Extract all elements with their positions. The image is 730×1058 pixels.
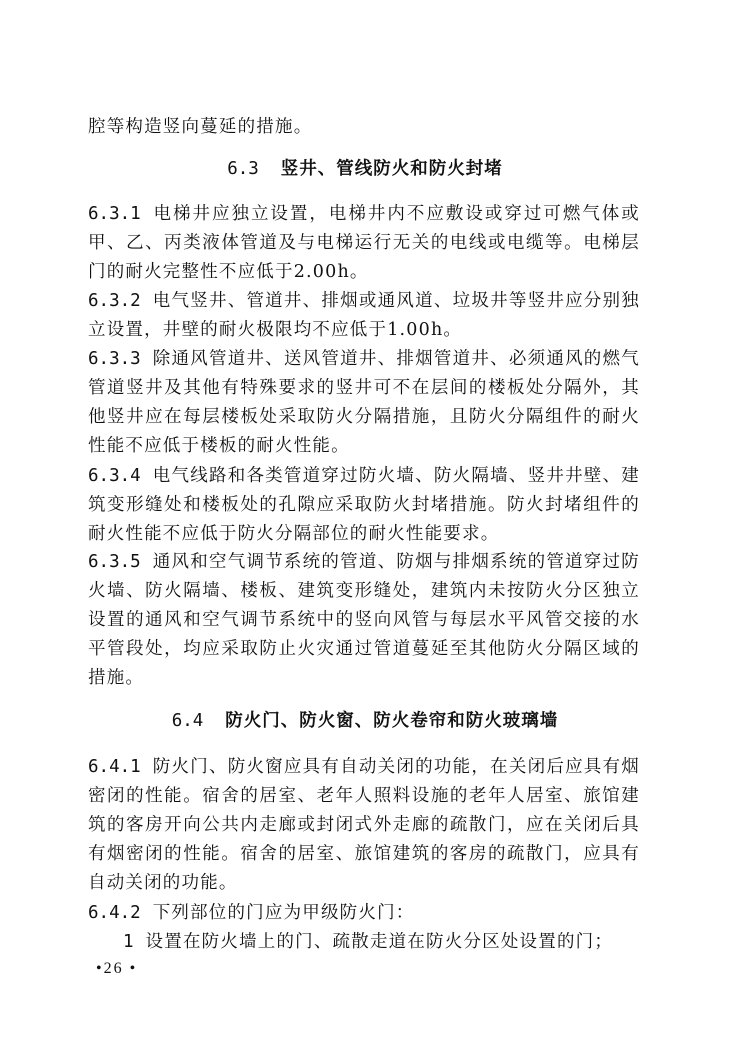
section-title: 防火门、防火窗、防火卷帘和防火玻璃墙 <box>225 711 559 731</box>
section-heading-6-3 <box>0 155 730 184</box>
item-number: 1 <box>123 932 134 952</box>
section-number: 6.4 <box>171 711 204 731</box>
clause-number: 6.3.5 <box>88 552 141 572</box>
clause-6-3-2 <box>88 287 640 345</box>
page-number: •26 • <box>96 960 138 977</box>
clause-6-4-1 <box>88 753 640 898</box>
clause-number: 6.4.2 <box>88 903 141 923</box>
clause-6-3-4 <box>88 462 640 549</box>
continuation-text: 腔等构造竖向蔓延的措施。 <box>88 117 313 137</box>
section-title: 竖井、管线防火和防火封堵 <box>280 159 503 179</box>
clause-6-3-5 <box>88 548 640 693</box>
item-text: 设置在防火墙上的门、疏散走道在防火分区处设置的门； <box>145 932 614 952</box>
clause-text: 下列部位的门应为甲级防火门： <box>152 903 415 923</box>
clause-number: 6.3.1 <box>88 204 141 224</box>
clause-number: 6.3.3 <box>88 349 141 369</box>
clause-6-3-3 <box>88 345 640 461</box>
section-heading-6-4 <box>0 707 730 736</box>
clause-text: 防火门、防火窗应具有自动关闭的功能，在关闭后应具有烟密闭的性能。宿舍的居室、老年人照料设施的老年人居室、旅馆建筑的客房开向公共内走廊或封闭式外走廊的疏散门，应在关闭后具有烟密闭的性能。宿舍的居室、旅馆建筑的客房的疏散门，应具有自动关闭的功能。 <box>88 757 640 893</box>
clause-text: 电气竖井、管道井、排烟或通风道、垃圾井等竖井应分别独立设置，井壁的耐火极限均不应低于1.00h。 <box>88 291 640 340</box>
clause-number: 6.4.1 <box>88 757 141 777</box>
section-number: 6.3 <box>227 159 259 179</box>
clause-text: 除通风管道井、送风管道井、排烟管道井、必须通风的燃气管道竖井及其他有特殊要求的竖井可不在层间的楼板处分隔外，其他竖井应在每层楼板处采取防火分隔措施，且防火分隔组件的耐火性能不应低于楼板的耐火性能。 <box>88 349 640 456</box>
clause-text: 电气线路和各类管道穿过防火墙、防火隔墙、竖井井壁、建筑变形缝处和楼板处的孔隙应采取防火封堵措施。防火封堵组件的耐火性能不应低于防火分隔部位的耐火性能要求。 <box>88 466 640 544</box>
clause-number: 6.3.4 <box>88 466 141 486</box>
clause-text: 通风和空气调节系统的管道、防烟与排烟系统的管道穿过防火墙、防火隔墙、楼板、建筑变形缝处，建筑内未按防火分区独立设置的通风和空气调节系统中的竖向风管与每层水平风管交接的水平管段处，均应采取防止火灾通过管道蔓延至其他防火分隔区域的措施。 <box>88 552 640 688</box>
clause-number: 6.3.2 <box>88 291 141 311</box>
clause-text: 电梯井应独立设置，电梯井内不应敷设或穿过可燃气体或甲、乙、丙类液体管道及与电梯运行无关的电线或电缆等。电梯层门的耐火完整性不应低于2.00h。 <box>88 204 640 282</box>
clause-6-3-1 <box>88 200 640 287</box>
clause-6-4-2 <box>88 899 640 928</box>
list-item-1 <box>88 928 640 957</box>
